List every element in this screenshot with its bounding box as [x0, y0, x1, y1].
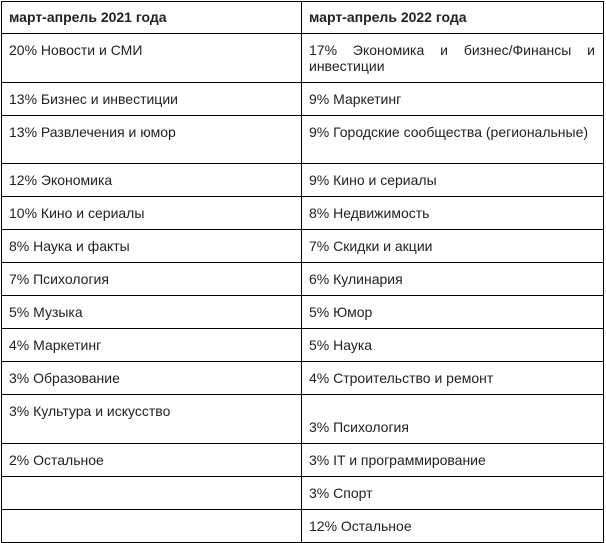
- cell-2021: 5% Музыка: [2, 296, 302, 329]
- table-row: [2, 116, 604, 164]
- table-row: [2, 477, 604, 510]
- cell-2022: 9% Кино и сериалы: [302, 164, 604, 197]
- column-header-2021: март-апрель 2021 года: [2, 2, 302, 34]
- cell-2021: 8% Наука и факты: [2, 230, 302, 263]
- cell-2022: 8% Недвижимость: [302, 197, 604, 230]
- cell-2022: 17% Экономика и бизнес/Финансы и инвестиции: [302, 34, 604, 83]
- cell-2021: [2, 477, 302, 510]
- table-row: [2, 362, 604, 395]
- table-header-row: [2, 2, 604, 34]
- cell-2021: 10% Кино и сериалы: [2, 197, 302, 230]
- table-row: [2, 296, 604, 329]
- cell-2021: [2, 510, 302, 543]
- cell-2021: 7% Психология: [2, 263, 302, 296]
- table-row: [2, 230, 604, 263]
- cell-2021: 13% Развлечения и юмор: [2, 116, 302, 164]
- cell-2021: 20% Новости и СМИ: [2, 34, 302, 83]
- table-row: [2, 263, 604, 296]
- table-row: [2, 395, 604, 444]
- cell-2022: 12% Остальное: [302, 510, 604, 543]
- table-row: [2, 444, 604, 477]
- table-row: [2, 83, 604, 116]
- cell-2022: 6% Кулинария: [302, 263, 604, 296]
- table-row: [2, 34, 604, 83]
- cell-2022: 4% Строительство и ремонт: [302, 362, 604, 395]
- cell-2021: 2% Остальное: [2, 444, 302, 477]
- cell-2022: 9% Маркетинг: [302, 83, 604, 116]
- cell-2021: 3% Образование: [2, 362, 302, 395]
- cell-2022: 5% Наука: [302, 329, 604, 362]
- cell-2022: 5% Юмор: [302, 296, 604, 329]
- table-row: [2, 197, 604, 230]
- cell-2022: 3% IT и программирование: [302, 444, 604, 477]
- categories-comparison-table: [1, 1, 604, 543]
- cell-2021: 4% Маркетинг: [2, 329, 302, 362]
- table-row: [2, 329, 604, 362]
- column-header-2022: март-апрель 2022 года: [302, 2, 604, 34]
- table-row: [2, 510, 604, 543]
- cell-2022: 7% Скидки и акции: [302, 230, 604, 263]
- cell-2022: 3% Психология: [302, 395, 604, 444]
- table-row: [2, 164, 604, 197]
- cell-2021: 12% Экономика: [2, 164, 302, 197]
- cell-2022: 3% Спорт: [302, 477, 604, 510]
- cell-2022: 9% Городские сообщества (региональные): [302, 116, 604, 164]
- cell-2021: 13% Бизнес и инвестиции: [2, 83, 302, 116]
- cell-2021: 3% Культура и искусство: [2, 395, 302, 444]
